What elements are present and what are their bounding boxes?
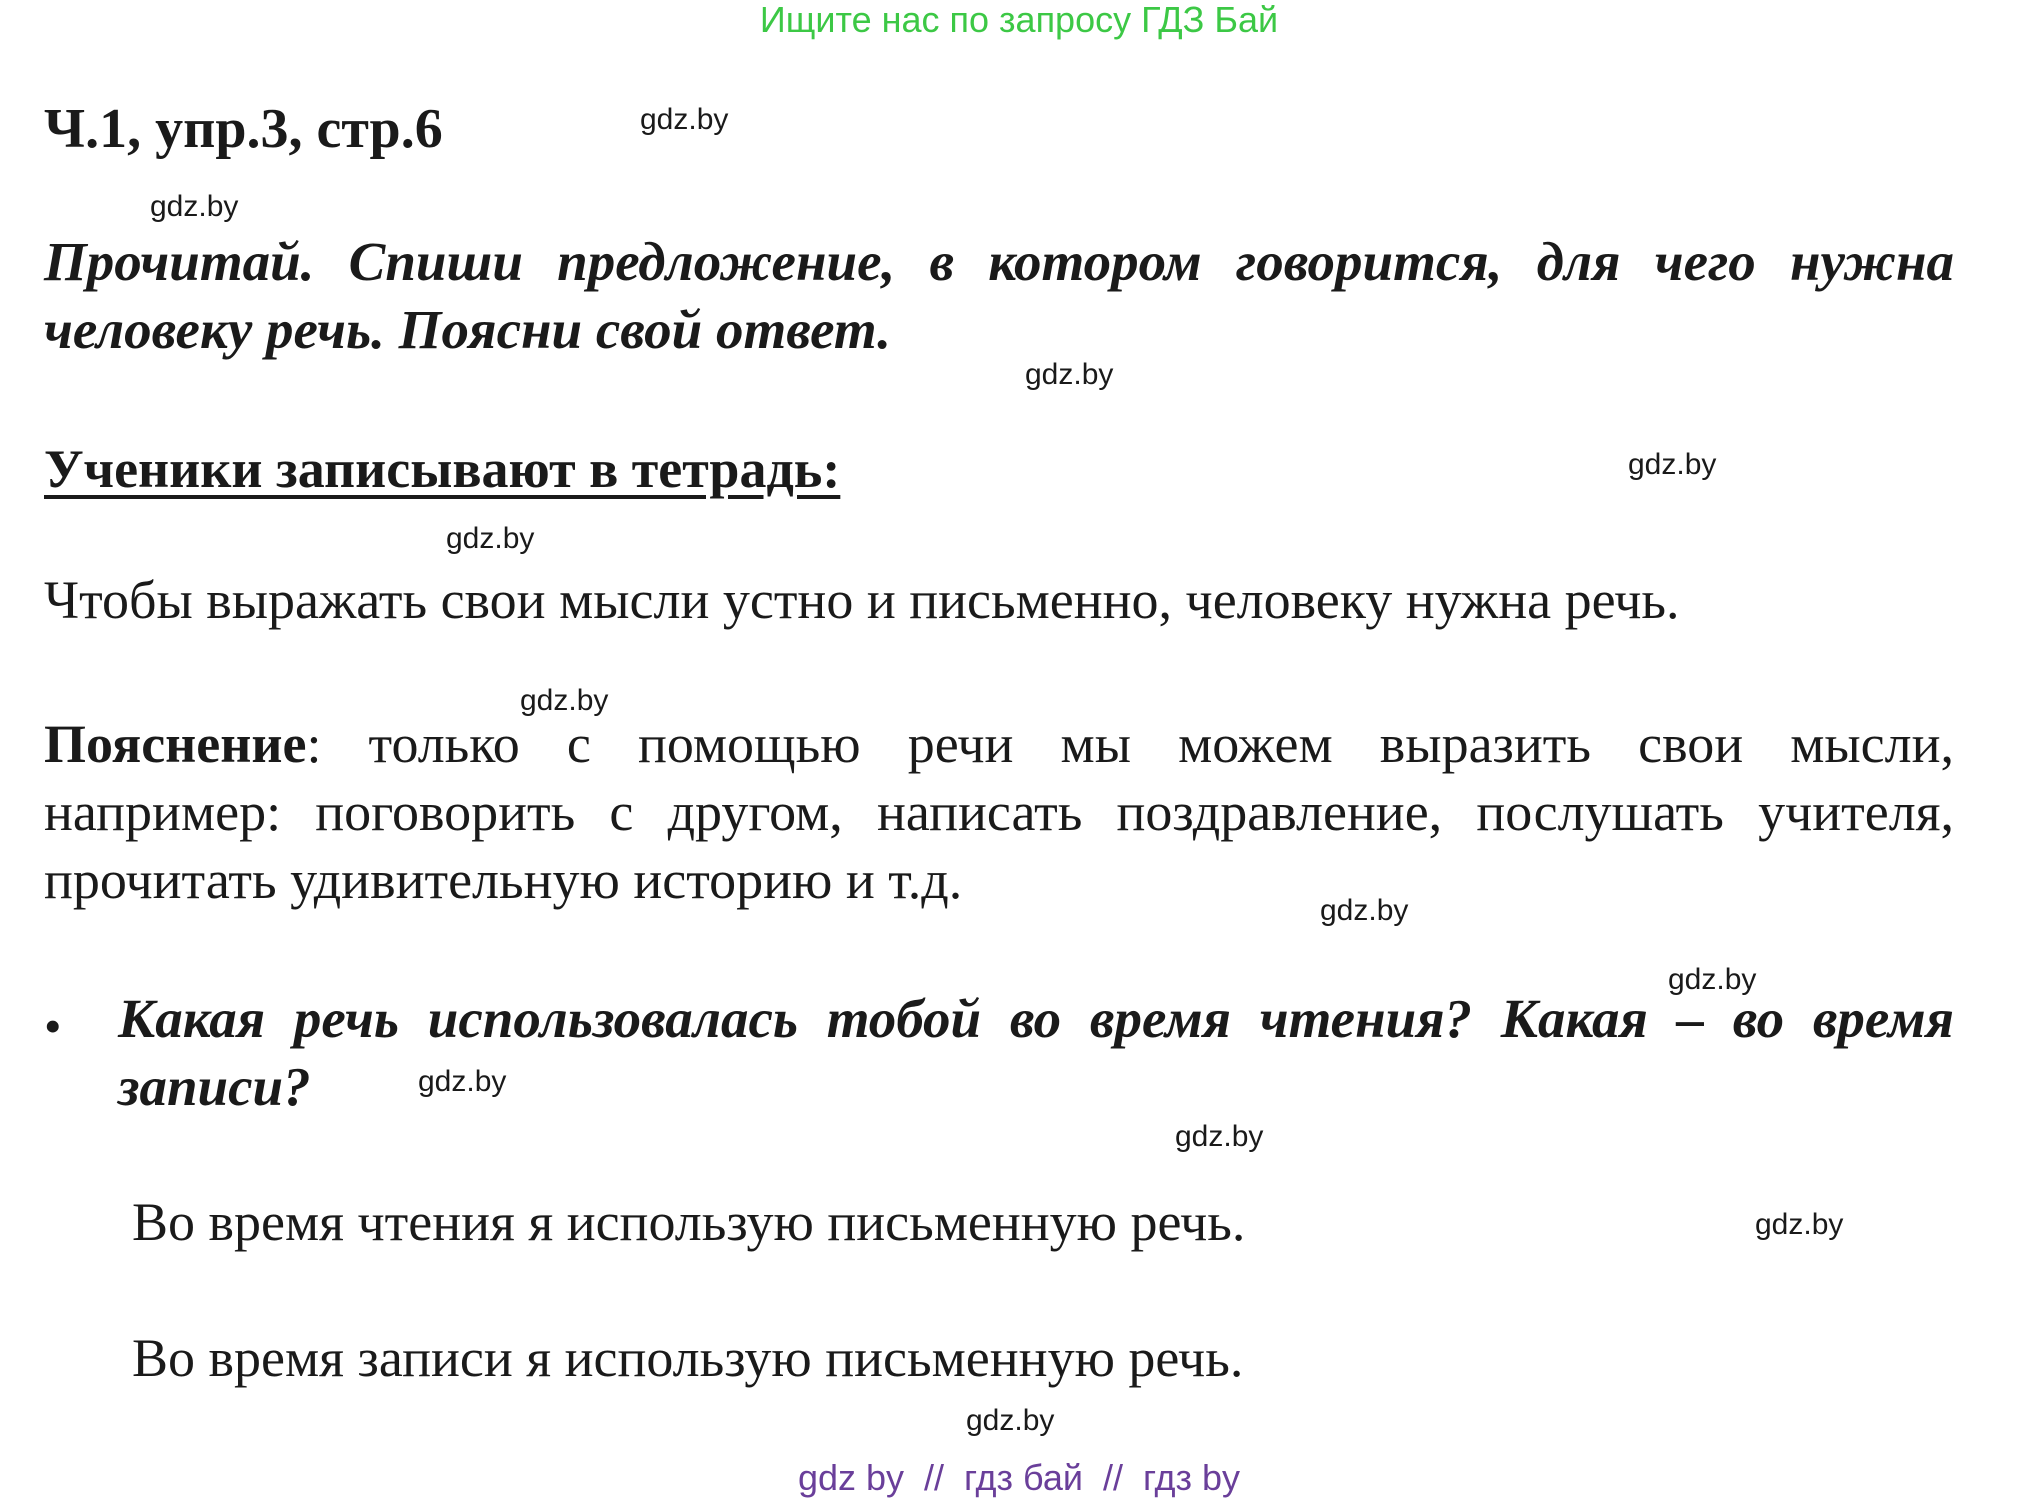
question-line-2: записи? [118, 1056, 311, 1117]
page-title: Ч.1, упр.3, стр.6 [44, 98, 443, 160]
watermark: gdz.by [1320, 894, 1409, 927]
answer-sentence: Чтобы выражать свои мысли устно и письменно, человеку нужна речь. [44, 570, 1680, 630]
task-line-2: человеку речь. Поясни свой ответ. [44, 299, 892, 360]
explanation-line-2: например: поговорить с другом, написать поздравление, послушать учителя, [44, 782, 1954, 842]
task-instruction [44, 228, 1954, 364]
watermark: gdz.by [1025, 358, 1114, 391]
explanation-paragraph [44, 710, 1954, 914]
question-line-1: Какая речь использовалась тобой во время чтения? Какая – во время [118, 988, 1954, 1049]
explanation-line-1-text: : только с помощью речи мы можем выразить свои мысли, [306, 714, 1954, 774]
watermark: gdz.by [1628, 448, 1717, 481]
footer-links: gdz by // гдз бай // гдз by [797, 1457, 1241, 1498]
section-heading: Ученики записывают в тетрадь: [44, 439, 841, 499]
reply-reading: Во время чтения я использую письменную речь. [132, 1192, 1246, 1252]
watermark: gdz.by [640, 103, 729, 136]
list-bullet: • [44, 998, 62, 1054]
watermark: gdz.by [1668, 963, 1757, 996]
watermark: gdz.by [1175, 1120, 1264, 1153]
explanation-line-3: прочитать удивительную историю и т.д. [44, 850, 963, 910]
watermark: gdz.by [520, 684, 609, 717]
reply-writing: Во время записи я использую письменную речь. [132, 1328, 1244, 1388]
task-line-1: Прочитай. Спиши предложение, в котором говорится, для чего нужна [44, 231, 1954, 292]
top-banner: Ищите нас по запросу ГДЗ Бай [759, 0, 1279, 40]
explanation-label: Пояснение [44, 714, 307, 774]
watermark: gdz.by [446, 522, 535, 555]
watermark: gdz.by [1755, 1208, 1844, 1241]
watermark: gdz.by [418, 1065, 507, 1098]
explanation-line-1 [44, 710, 1954, 778]
question-text [118, 985, 1954, 1121]
watermark: gdz.by [150, 190, 239, 223]
watermark: gdz.by [966, 1404, 1055, 1437]
